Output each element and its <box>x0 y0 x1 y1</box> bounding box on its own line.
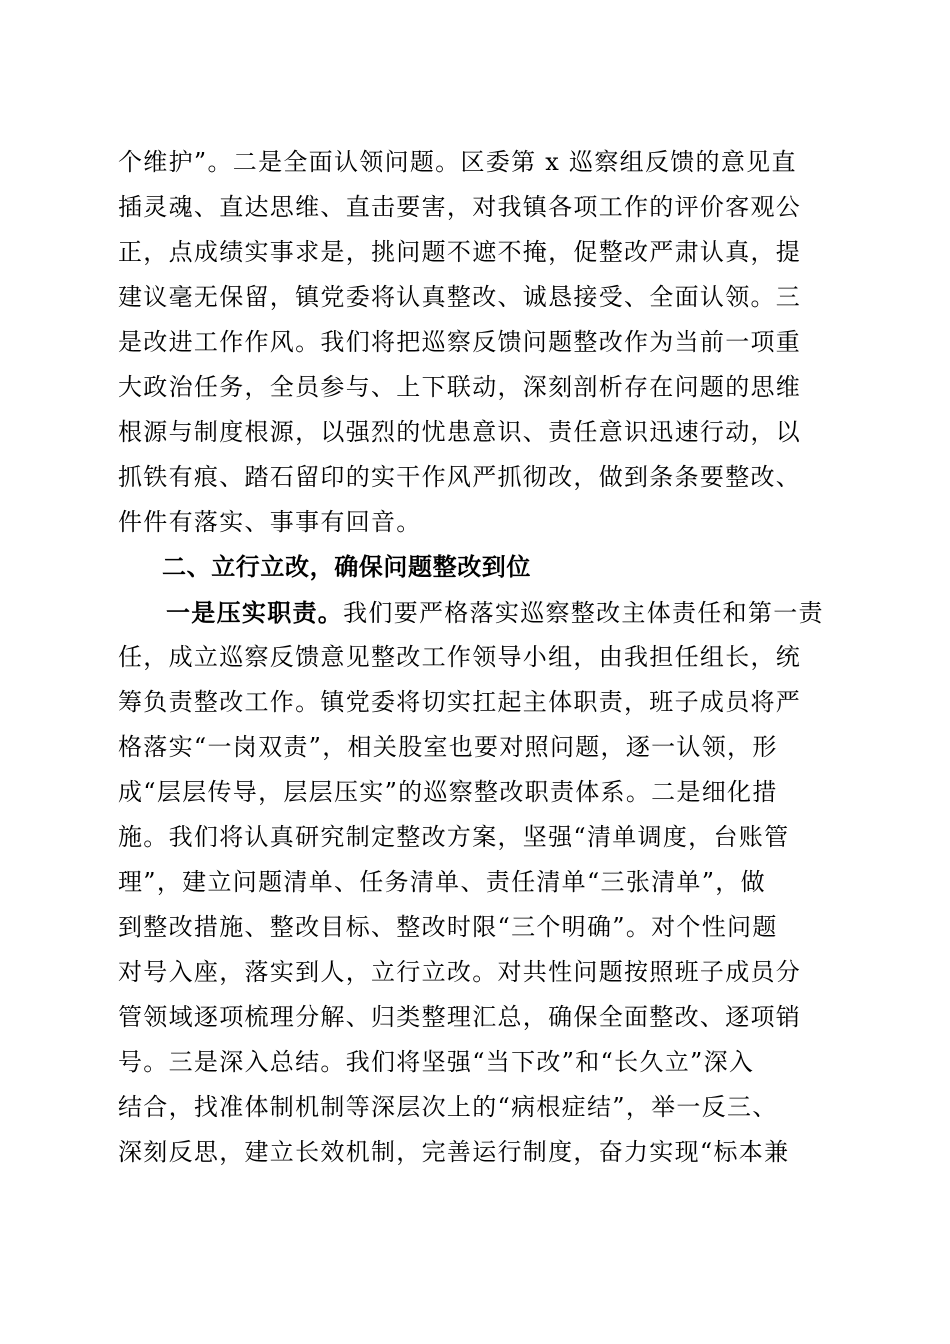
text-line: 抓铁有痕、踏石留印的实干作风严抓彻改，做到条条要整改、 <box>118 463 802 491</box>
section-heading: 二、立行立改，确保问题整改到位 <box>162 553 531 581</box>
text-line: 格落实“一岗双责”，相关股室也要对照问题，逐一认领，形 <box>118 733 778 761</box>
line-text: 我们要严格落实巡察整改主体责任和第一责 <box>343 599 824 627</box>
text-line: 插灵魂、直达思维、直击要害，对我镇各项工作的评价客观公 <box>118 193 802 221</box>
text-line: 根源与制度根源，以强烈的忧患意识、责任意识迅速行动，以 <box>118 418 802 446</box>
document-body <box>118 140 838 1175</box>
text-line: 对号入座，落实到人，立行立改。对共性问题按照班子成员分 <box>118 958 802 986</box>
text-line: 建议毫无保留，镇党委将认真整改、诚恳接受、全面认领。三 <box>118 283 802 311</box>
text-line: 件件有落实、事事有回音。 <box>118 508 422 536</box>
text-line: 个维护”。二是全面认领问题。区委第 x 巡察组反馈的意见直 <box>118 148 797 176</box>
text-line: 到整改措施、整改目标、整改时限“三个明确”。对个性问题 <box>118 913 778 941</box>
text-line: 深刻反思，建立长效机制，完善运行制度，奋力实现“标本兼 <box>118 1138 790 1166</box>
text-line: 施。我们将认真研究制定整改方案，坚强“清单调度，台账管 <box>118 823 790 851</box>
bold-lead-in: 一是压实职责。 <box>166 598 344 627</box>
text-line: 筹负责整改工作。镇党委将切实扛起主体职责，班子成员将严 <box>118 688 802 716</box>
text-line: 大政治任务，全员参与、上下联动，深刻剖析存在问题的思维 <box>118 373 802 401</box>
text-line: 成“层层传导，层层压实”的巡察整改职责体系。二是细化措 <box>118 778 778 806</box>
text-line: 是改进工作作风。我们将把巡察反馈问题整改作为当前一项重 <box>118 328 802 356</box>
text-line: 任，成立巡察反馈意见整改工作领导小组，由我担任组长，统 <box>118 643 802 671</box>
text-line: 理”，建立问题清单、任务清单、责任清单“三张清单”，做 <box>118 868 766 896</box>
text-line: 正，点成绩实事求是，挑问题不遮不掩，促整改严肃认真，提 <box>118 238 802 266</box>
text-line <box>118 590 838 635</box>
text-line: 号。三是深入总结。我们将坚强“当下改”和“长久立”深入 <box>118 1048 755 1076</box>
text-line: 结合，找准体制机制等深层次上的“病根症结”，举一反三、 <box>118 1093 778 1121</box>
text-line: 管领域逐项梳理分解、归类整理汇总，确保全面整改、逐项销 <box>118 1003 802 1031</box>
